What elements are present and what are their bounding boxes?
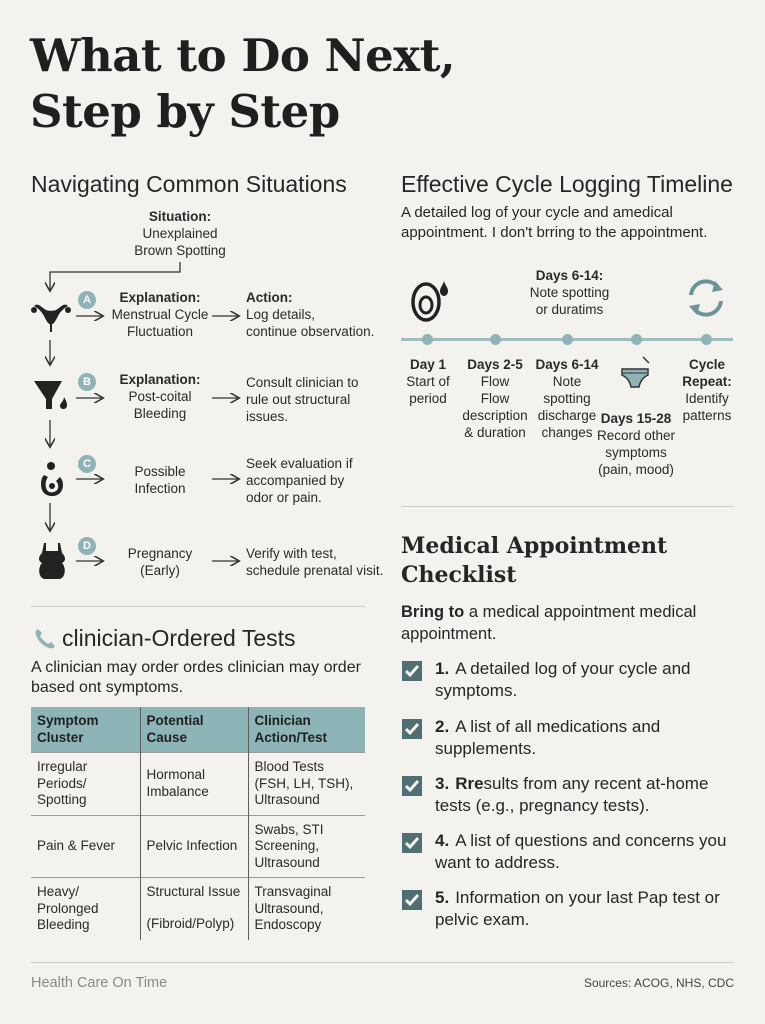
timeline-point-label: Cycle — [688, 357, 726, 372]
checklist-item-4 — [401, 830, 731, 874]
explanation-a — [105, 289, 215, 340]
cycle-repeat-icon — [683, 277, 729, 324]
checklist-item-text — [435, 887, 731, 931]
timeline-point-line: period — [409, 391, 447, 406]
timeline-point-day1 — [395, 356, 461, 407]
badge-b: B — [78, 373, 96, 391]
cell-action: Blood Tests (FSH, LH, TSH), Ultrasound — [248, 753, 365, 816]
action-a-line-2: continue observation. — [246, 324, 375, 339]
explanation-a-line-2: Fluctuation — [126, 324, 194, 339]
timeline-point-days15-28 — [596, 410, 676, 478]
action-d-line-2: schedule prenatal visit. — [246, 563, 384, 578]
badge-a: A — [78, 291, 96, 309]
action-b-line-2: rule out structural — [246, 392, 351, 407]
checklist-item-body: Information on your last Pap test or pelvic exam. — [435, 888, 720, 929]
checklist-item-num: 3. — [435, 774, 450, 793]
header-symptom: Symptom Cluster — [31, 707, 140, 753]
explanation-d-line-2: (Early) — [140, 563, 180, 578]
timeline-point-line: Identify — [685, 391, 729, 406]
explanation-b-line-2: Bleeding — [133, 406, 187, 421]
cell-cause-line-1: Structural Issue — [146, 884, 241, 899]
table-row — [31, 878, 365, 940]
explanation-label-a: Explanation: — [119, 290, 201, 305]
timeline-point-line: Flow — [480, 391, 510, 406]
explanation-b — [105, 371, 215, 422]
action-d — [246, 545, 396, 579]
timeline-top-label — [512, 267, 627, 318]
situation-text-2: Brown Spotting — [134, 243, 226, 258]
footer-divider — [31, 962, 734, 963]
explanation-label-b: Explanation: — [119, 372, 201, 387]
uterus-icon — [30, 300, 72, 339]
cell-symptom: Pain & Fever — [31, 815, 140, 878]
checklist-item-text — [435, 773, 731, 817]
timeline-dot — [422, 334, 433, 345]
checkbox-checked-icon — [401, 660, 423, 682]
timeline-point-cycle-repeat — [676, 356, 738, 424]
explanation-c — [105, 463, 215, 497]
badge-c: C — [78, 455, 96, 473]
action-c — [246, 455, 391, 506]
period-drop-icon — [408, 276, 454, 329]
checklist-item-2 — [401, 716, 731, 760]
checkbox-checked-icon — [401, 832, 423, 854]
timeline-point-line: description — [462, 408, 528, 423]
checklist-item-3 — [401, 773, 731, 817]
timeline-intro-line-2: appointment. I don't brring to the appointment. — [401, 224, 708, 241]
cell-cause — [140, 878, 248, 940]
timeline-point-line: changes — [541, 425, 593, 440]
tests-header-row — [31, 707, 365, 753]
cell-cause: Pelvic Infection — [140, 815, 248, 878]
timeline-point-label: Day 1 — [409, 357, 447, 372]
action-b-line-3: issues. — [246, 409, 289, 424]
timeline-point-line: symptoms — [605, 445, 667, 460]
explanation-c-line-2: Infection — [134, 481, 186, 496]
explanation-d-line-1: Pregnancy — [127, 546, 193, 561]
timeline-dot — [490, 334, 501, 345]
timeline-point-line: Flow — [480, 374, 510, 389]
timeline-top-label-line-1: Note spotting — [529, 285, 610, 300]
checklist-item-body: A list of all medications and supplements. — [435, 717, 661, 758]
checklist-item-body: A list of questions and concerns you want to address. — [435, 831, 727, 872]
timeline-point-line: patterns — [682, 408, 732, 423]
checkbox-checked-icon — [401, 889, 423, 911]
action-a-line-1: Log details, — [246, 307, 316, 322]
timeline-point-line: (pain, mood) — [598, 462, 674, 477]
timeline-point-label: Days 2-5 — [467, 357, 523, 372]
checklist-item-5 — [401, 887, 731, 931]
timeline-point-line: Start of — [406, 374, 450, 389]
timeline-point-line: discharge — [537, 408, 597, 423]
action-b — [246, 374, 391, 425]
cell-symptom: Heavy/ Prolonged Bleeding — [31, 878, 140, 940]
checklist-item-num: 5. — [435, 888, 450, 907]
timeline-point-days2-5 — [458, 356, 532, 441]
situations-heading: Navigating Common Situations — [31, 171, 347, 197]
checklist-item-body: A detailed log of your cycle and symptoms. — [435, 659, 691, 700]
checklist-intro-bold: Bring to — [401, 603, 465, 621]
checklist-intro-rest: a medical appointment medical — [464, 603, 697, 621]
explanation-a-line-1: Menstrual Cycle — [111, 307, 209, 322]
timeline-intro-line-1: A detailed log of your cycle and amedical — [401, 204, 673, 221]
timeline-point-label: Days 6-14 — [535, 357, 599, 372]
cell-symptom: Irregular Periods/ Spotting — [31, 753, 140, 816]
timeline-dot — [562, 334, 573, 345]
cell-action: Swabs, STI Screening, Ultrasound — [248, 815, 365, 878]
infection-icon — [36, 459, 66, 504]
tests-heading: clinician-Ordered Tests — [62, 625, 296, 651]
phone-icon — [33, 627, 57, 656]
explanation-c-line-1: Possible — [134, 464, 186, 479]
checklist-item-body: sults from any recent at-home tests (e.g., pregnancy tests). — [435, 774, 709, 815]
action-c-line-1: Seek evaluation if — [246, 456, 353, 471]
timeline-intro — [401, 203, 741, 243]
badge-d: D — [78, 537, 96, 555]
table-row — [31, 753, 365, 816]
checklist-intro-line-2: appointment. — [401, 625, 497, 643]
action-c-line-3: odor or pain. — [246, 490, 322, 505]
cell-cause: Hormonal Imbalance — [140, 753, 248, 816]
checklist-item-text — [435, 830, 731, 874]
action-b-line-1: Consult clinician to — [246, 375, 359, 390]
checklist-item-text — [435, 658, 731, 702]
cell-action: Transvaginal Ultrasound, Endoscopy — [248, 878, 365, 940]
action-a — [246, 289, 391, 340]
timeline-point-line: Note — [552, 374, 582, 389]
tests-intro — [31, 658, 381, 698]
checklist-item-bold: Rre — [455, 774, 484, 793]
situation-text-1: Unexplained — [142, 226, 218, 241]
page-title-line-2: Step by Step — [30, 85, 340, 138]
checklist-heading-line-1: Medical Appointment — [401, 533, 668, 559]
checkbox-checked-icon — [401, 775, 423, 797]
page-title-line-1: What to Do Next, — [30, 29, 456, 82]
checkbox-checked-icon — [401, 718, 423, 740]
timeline-dot — [701, 334, 712, 345]
timeline-heading: Effective Cycle Logging Timeline — [401, 171, 733, 197]
timeline-point-label: Days 15-28 — [600, 411, 672, 426]
action-label-a: Action: — [246, 290, 293, 305]
pregnancy-icon — [36, 541, 68, 586]
footer-brand: Health Care On Time — [31, 975, 168, 991]
explanation-d — [105, 545, 215, 579]
checklist-item-num: 1. — [435, 659, 450, 678]
timeline-point-line: spotting — [543, 391, 591, 406]
table-row — [31, 815, 365, 878]
header-cause: Potential Cause — [140, 707, 248, 753]
checklist-item-num: 2. — [435, 717, 450, 736]
cell-cause-line-2: (Fibroid/Polyp) — [146, 915, 235, 931]
explanation-b-line-1: Post-coital — [128, 389, 192, 404]
left-divider — [31, 606, 365, 607]
action-d-line-1: Verify with test, — [246, 546, 337, 561]
checklist-intro-line-1 — [401, 601, 731, 623]
tests-intro-line-1: A clinician may order ordes clinician may order — [31, 659, 361, 676]
timeline-top-label-bold: Days 6-14: — [535, 268, 604, 283]
tests-intro-line-2: based ont symptoms. — [31, 679, 184, 696]
action-c-line-2: accompanied by — [246, 473, 345, 488]
checklist-item-text — [435, 716, 731, 760]
checklist-heading — [401, 532, 667, 590]
timeline-point-label-2: Repeat: — [682, 374, 732, 389]
timeline-dot — [631, 334, 642, 345]
checklist-intro — [401, 601, 731, 645]
header-action: Clinician Action/Test — [248, 707, 365, 753]
timeline-point-days6-14 — [533, 356, 601, 441]
right-divider — [401, 506, 734, 507]
underwear-icon — [619, 355, 655, 400]
checklist-item-num: 4. — [435, 831, 450, 850]
checklist-heading-line-2: Checklist — [401, 562, 517, 588]
timeline-point-line: & duration — [464, 425, 526, 440]
timeline-top-label-line-2: or duratims — [535, 302, 604, 317]
timeline-point-line: Record other — [596, 428, 676, 443]
checklist-item-1 — [401, 658, 731, 702]
footer-sources: Sources: ACOG, NHS, CDC — [583, 976, 734, 990]
bleeding-icon — [32, 377, 72, 418]
situation-label: Situation: — [148, 209, 212, 224]
tests-table — [31, 707, 365, 940]
